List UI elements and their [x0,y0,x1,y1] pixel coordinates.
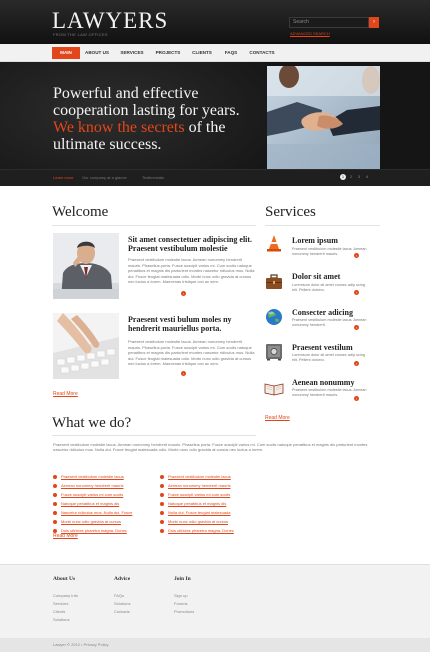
footer-link[interactable]: Contacts [114,609,130,614]
footer-link[interactable]: Company Info [53,593,78,598]
briefcase-icon [264,272,284,292]
whatdo-item-text[interactable]: Duis ultricies pharetra magna. Donec [168,528,234,533]
safe-icon [264,342,284,362]
service-5-desc: Praesent vestibulum molestie lacus. Aenean nonummy hendrerit mauris. [292,388,367,397]
nav-item-faqs[interactable]: FAQS [224,50,238,55]
advanced-search-link[interactable]: ADVANCED SEARCH [290,31,330,36]
whatdo-item-text[interactable]: Nascetur ridiculus mus. Nulla dui. Fusce [61,510,133,515]
slider-page-1[interactable]: 1 [341,174,345,179]
bullet-icon [53,484,57,488]
whatdo-read-more-link[interactable]: Read More [53,533,78,539]
bullet-icon [53,493,57,497]
bullet-icon [53,511,57,515]
welcome-heading: Welcome [52,204,109,220]
services-read-more-link[interactable]: Read More [265,415,290,421]
footer-heading-join: Join In [174,576,191,582]
nav-item-clients[interactable]: CLIENTS [192,50,212,55]
bullet-icon [53,502,57,506]
whatdo-divider [52,435,256,436]
footer-link[interactable]: Solutions [53,617,70,622]
whatdo-item-text[interactable]: Natoque penatibus et magnis dis [61,501,120,506]
site-logo[interactable]: LAWYERS [52,8,169,33]
welcome-read-more-link[interactable]: Read More [53,391,78,397]
service-1-desc: Praesent vestibulum molestie lacus. Aenean nonummy hendrerit mauris. [292,247,367,256]
whatdo-item[interactable] [160,528,270,534]
service-1-title[interactable]: Lorem ipsum [292,236,338,245]
slider-page-2[interactable]: 2 [349,174,353,179]
whatdo-item[interactable] [53,483,163,489]
services-heading: Services [265,204,316,220]
bullet-icon [160,511,164,515]
bullet-icon [160,484,164,488]
whatdo-item[interactable] [160,474,270,480]
article-1-title[interactable]: Sit amet consectetuer adipiscing elit. Praesent vestibulum molestie [128,235,253,253]
whatdo-item-text[interactable]: Duis ultricies pharetra magna. Donec [61,528,127,533]
footer-link[interactable]: Clients [53,609,66,614]
service-1-more-icon[interactable]: › [355,253,358,258]
welcome-divider [52,225,256,226]
site-tagline: FROM THE LAW OFFICES [53,32,108,37]
site-footer [0,564,430,638]
footer-link[interactable]: Forums [174,601,188,606]
site-header [0,0,430,44]
service-5-more-icon[interactable]: › [355,396,358,401]
article-2-title[interactable]: Praesent vesti bulum moles ny hendrerit mauriellus porta. [128,315,232,333]
whatdo-item-text[interactable]: Morbi nunc odio gravida at cursus [168,519,229,524]
services-divider [265,225,380,226]
whatdo-item-text[interactable]: Aenean nonummy hendrerit mauris [168,483,231,488]
whatdo-item-text[interactable]: Fusce suscipit varius mi cum sociis [168,492,231,497]
slide-heading-line-2: cooperation lasting for years. [53,102,240,119]
footer-link[interactable]: Services [53,601,69,606]
nav-item-main[interactable]: MAIN [52,47,80,59]
footer-link[interactable]: Promotions [174,609,195,614]
service-4-more-icon[interactable]: › [355,361,358,366]
whatdo-item[interactable] [53,519,163,525]
service-2-title[interactable]: Dolor sit amet [292,272,341,281]
whatdo-item-text[interactable]: Fusce suscipit varius mi cum sociis [61,492,124,497]
footer-link[interactable]: FAQs [114,593,125,598]
slide-accent-text: We know the secrets [53,119,185,136]
article-2-more-icon[interactable]: › [182,371,185,376]
service-5-title[interactable]: Aenean nonummy [292,378,355,387]
whatdo-item[interactable] [160,510,270,516]
slide-heading-line-1: Powerful and effective [53,85,199,102]
bullet-icon [53,520,57,524]
slider-page-4[interactable]: 4 [365,174,369,179]
whatdo-item[interactable] [53,474,163,480]
whatdo-heading: What we do? [52,415,132,431]
service-2-desc: Loremsum dolor sit amet consec adip scing elit. Pellent dolorvc. [292,283,366,292]
whatdo-item-text[interactable]: Morbi nunc odio gravida at cursus [61,519,122,524]
whatdo-item-text[interactable]: Praesent vestibulum molestie lacus [61,474,124,479]
service-2-more-icon[interactable]: › [355,290,358,295]
article-1-more-icon[interactable]: › [182,291,185,296]
slide-heading-rest: of the [184,119,226,136]
whatdo-body: Praesent vestibulum molestie lacus. Aenean nonummy hendrerit mauris. Phasellus porta. Fusce suscipit varius mi. Cum sociis natoque penatibus et magnis dis parturient montes nascetur ridiculus mus. Nulla dui. Fusce feugiat malesuada odio. Morbi nunc odio gravida at cursus nec luctus a lorem. [53,442,368,453]
bullet-icon [160,502,164,506]
slider-link-testimonials[interactable]: Testimonials [142,175,165,180]
footer-heading-advice: Advice [114,576,131,582]
nav-item-contacts[interactable]: CONTACTS [249,50,275,55]
whatdo-item[interactable] [160,492,270,498]
whatdo-item[interactable] [160,519,270,525]
slider-link-learn-more[interactable]: Learn more [53,175,74,180]
footer-link[interactable]: Sign up [174,593,188,598]
service-3-more-icon[interactable]: › [355,325,358,330]
slide-heading-line-4: ultimate success. [53,136,162,153]
article-1-body: Praesent vestibulum molestie lacus. Aenean nonummy hendrerit mauris. Phasellus porta. Fusce suscipit varius mi. Cum sociis natoque penatibus et magnis dis parturient montes nascetur ridiculus mus. Nulla dui. Fusce feugiat malesuada odio. Morbi nunc odio gravida at cursus nec luctus a lorem. Maecenas tristique orci ac sem. [128,257,255,285]
bullet-icon [160,475,164,479]
bullet-icon [160,520,164,524]
footer-bottom-bar [0,638,430,652]
whatdo-item-text[interactable]: Natoque penatibus et magnis dis [168,501,227,506]
whatdo-item[interactable] [53,492,163,498]
bullet-icon [53,475,57,479]
nav-item-projects[interactable]: PROJECTS [155,50,181,55]
nav-item-services[interactable]: SERVICES [120,50,144,55]
service-3-title[interactable]: Consecter adicing [292,308,353,317]
whatdo-item-text[interactable]: Praesent vestibulum molestie lacus [168,474,231,479]
slider-link-company[interactable]: Our company at a glance [82,175,127,180]
whatdo-item[interactable] [53,510,163,516]
whatdo-item[interactable] [53,501,163,507]
article-2-body: Praesent vestibulum molestie lacus. Aenean nonummy hendrerit mauris. Phasellus porta. Fusce suscipit varius mi. Cum sociis natoque penatibus et magnis dis parturient montes nascetur ridiculus mus. Nulla dui. Fusce feugiat malesuada odio. Morbi nunc odio gravida at cursus nec luctus a lorem. Maecenas tristique orci ac sem. [128,339,255,367]
footer-link[interactable]: Solutions [114,601,131,606]
copyright-text: Lawyer © 2012 • Privacy Policy [53,642,109,647]
whatdo-item-text[interactable]: Nulla dui. Fusce feugiat malesuada [168,510,231,515]
footer-heading-about: About Us [53,576,76,582]
keyboard-photo [53,313,119,379]
traffic-cone-icon [264,233,284,253]
main-nav [0,44,430,62]
whatdo-item-text[interactable]: Aenean nonummy hendrerit mauris [61,483,124,488]
search-input[interactable]: Search [289,17,369,28]
globe-icon [264,307,284,327]
businessman-photo [53,233,119,299]
bullet-icon [160,529,164,533]
service-3-desc: Praesent vestibulum molestie lacus. Aenean nonummy hendrerit. [292,318,367,327]
slider-page-3[interactable]: 3 [357,174,361,179]
whatdo-item[interactable] [160,483,270,489]
whatdo-item[interactable] [160,501,270,507]
service-4-desc: Loremsum dolor sit amet consec adip scing elit. Pellent dolorvc. [292,353,366,362]
handshake-photo [267,66,380,169]
search-button[interactable]: › [369,17,379,28]
nav-item-about-us[interactable]: ABOUT US [85,50,109,55]
book-icon [264,378,284,398]
bullet-icon [160,493,164,497]
service-4-title[interactable]: Praesent vestilum [292,343,353,352]
slide-heading-line-3 [53,119,225,136]
